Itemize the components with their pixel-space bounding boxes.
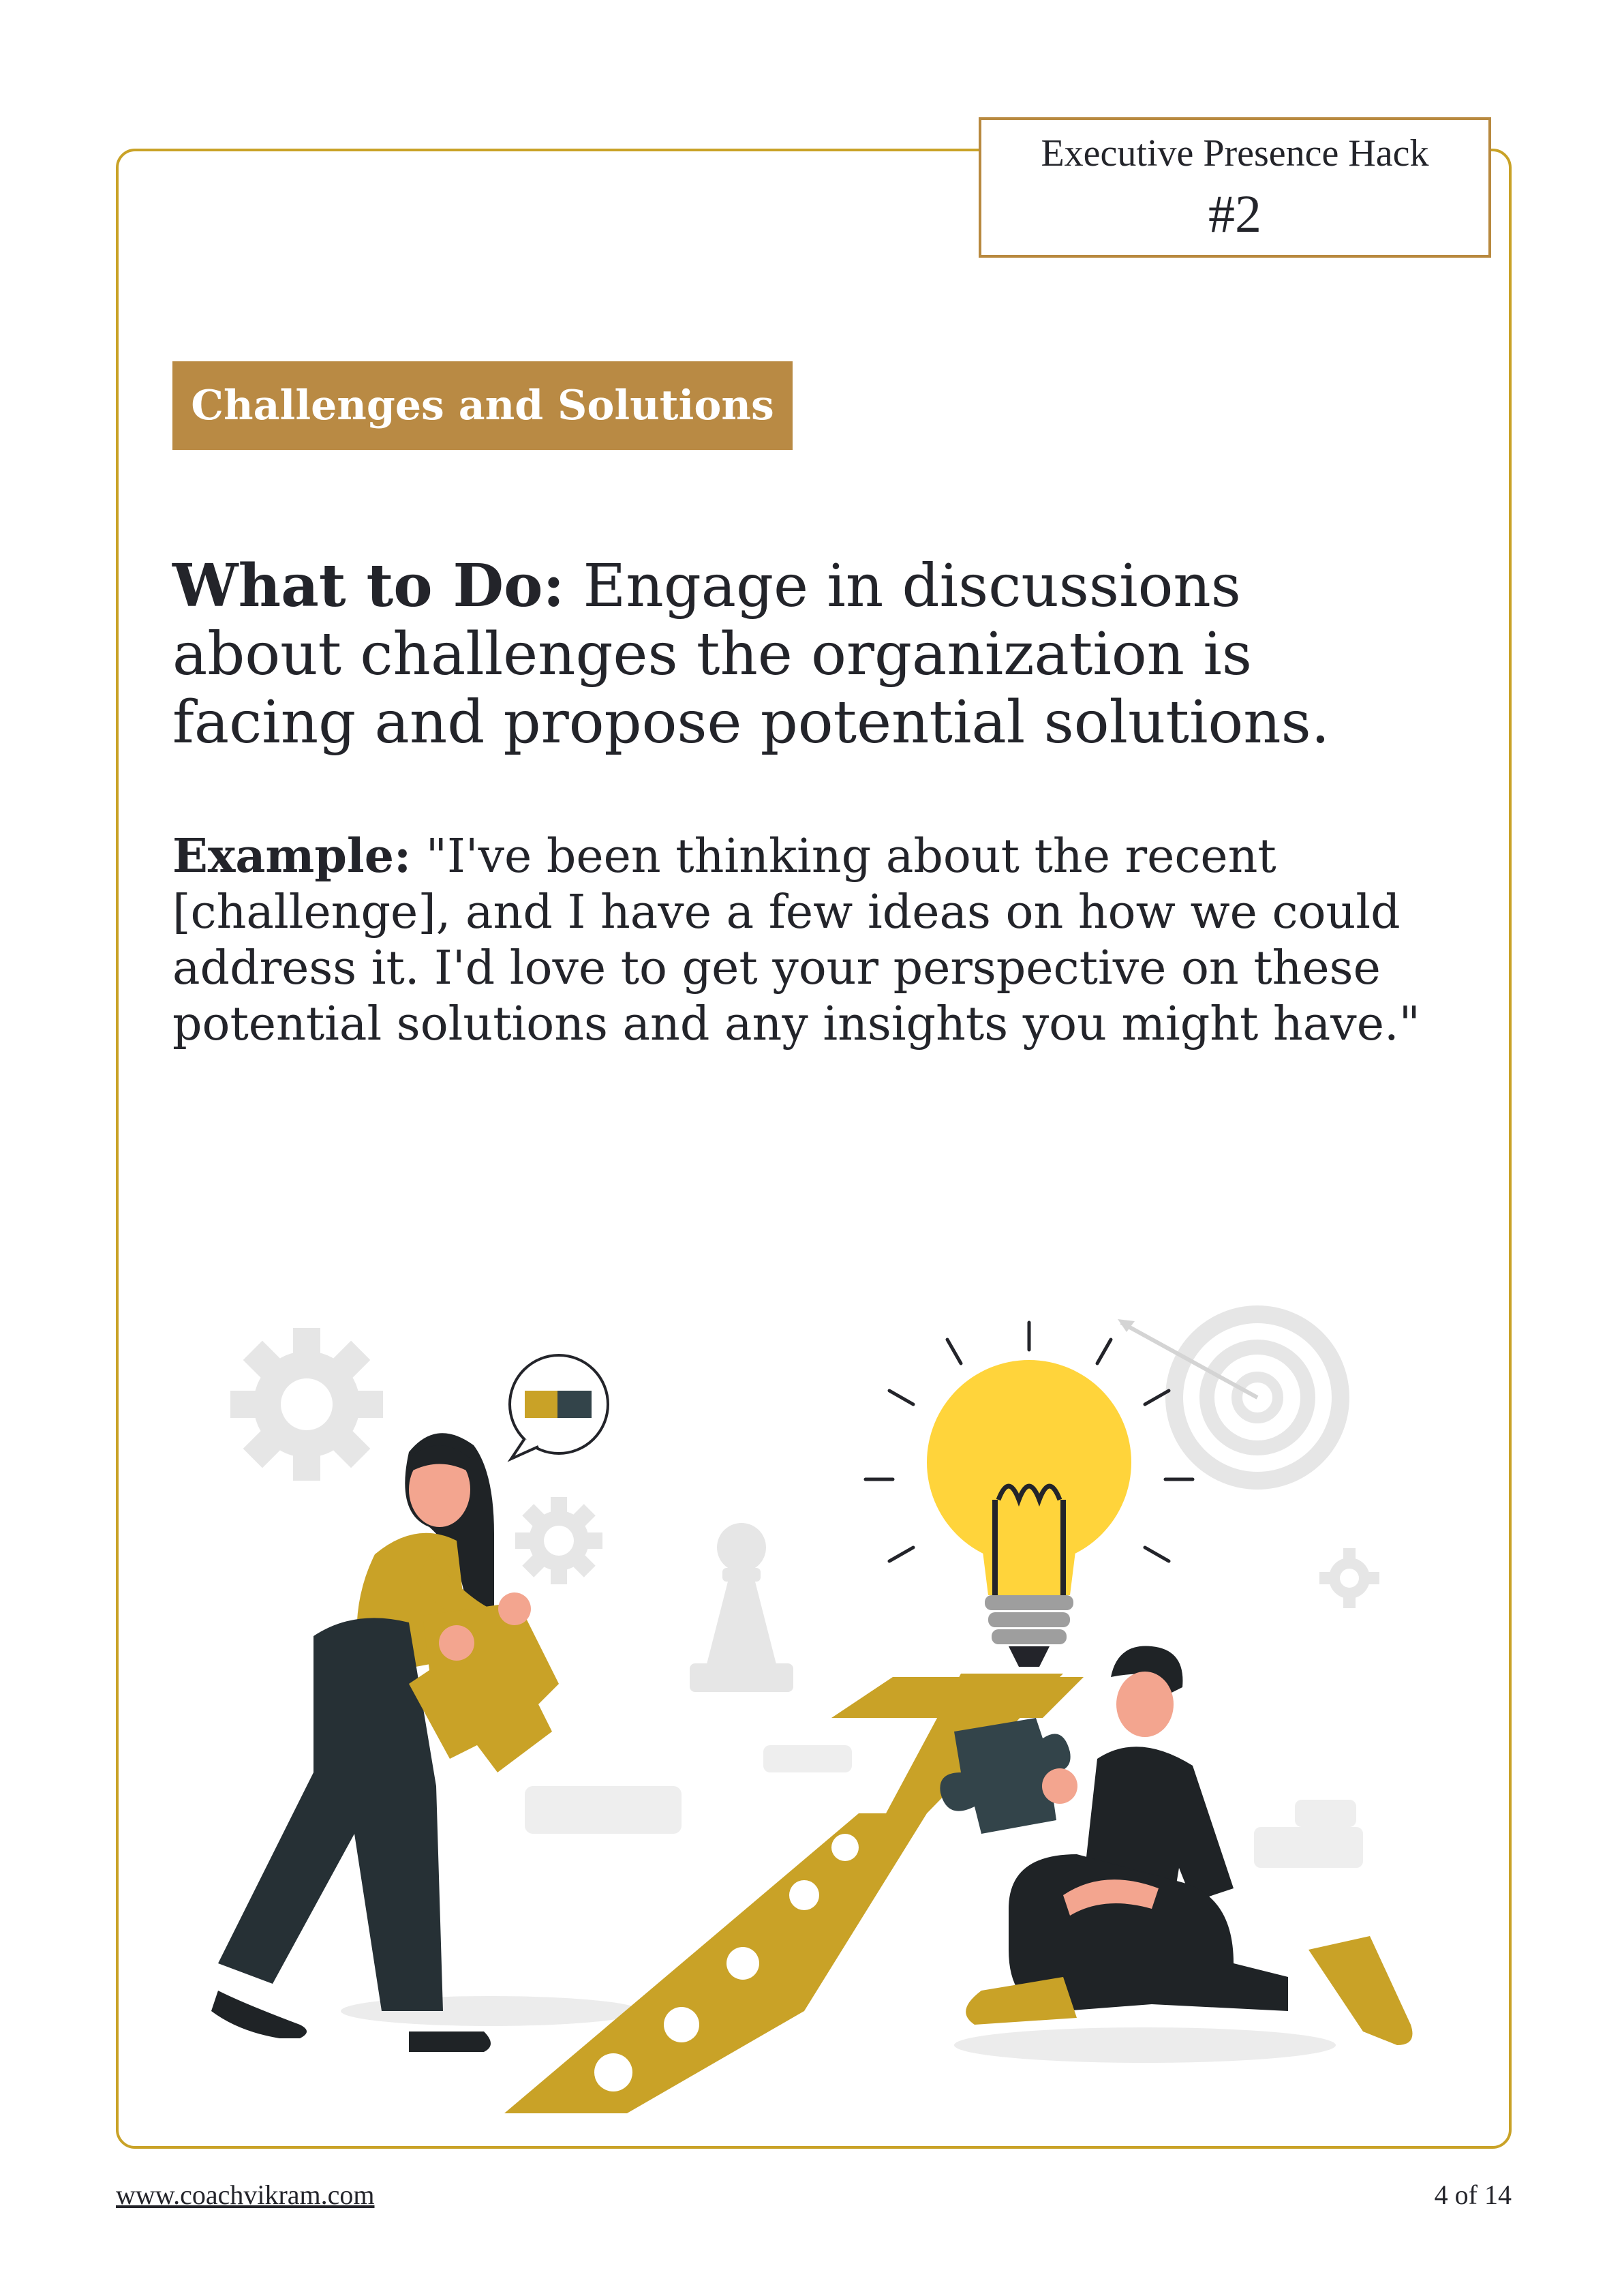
gear-icon <box>230 1328 383 1481</box>
teamwork-illustration <box>204 1295 1418 2113</box>
what-to-do-paragraph <box>172 552 1413 757</box>
hack-label-box <box>979 117 1491 258</box>
target-icon <box>1118 1314 1341 1481</box>
woman-figure <box>211 1355 608 2052</box>
hack-series-title: Executive Presence Hack <box>1041 132 1429 175</box>
website-link[interactable]: www.coachvikram.com <box>116 2179 375 2210</box>
section-badge: Challenges and Solutions <box>172 361 793 450</box>
what-to-do-text: Engage in discussions about challenges the organization is facing and propose potential solutions. <box>172 552 1330 757</box>
chess-pawn-icon <box>690 1523 793 1692</box>
speech-bubble-icon <box>510 1355 608 1459</box>
light-bulb-icon <box>866 1323 1193 1667</box>
page-number: 4 of 14 <box>1434 2179 1512 2210</box>
gear-icon <box>515 1497 602 1584</box>
what-to-do-label: What to Do: <box>172 552 565 620</box>
example-text: "I've been thinking about the recent [challenge], and I have a few ideas on how we could address it. I'd love to get your perspective on these potential solutions and any insights you might have." <box>172 830 1420 1051</box>
example-label: Example: <box>172 829 412 883</box>
example-paragraph <box>172 828 1454 1053</box>
gear-icon <box>1319 1548 1379 1608</box>
hack-number: #2 <box>1208 184 1261 244</box>
